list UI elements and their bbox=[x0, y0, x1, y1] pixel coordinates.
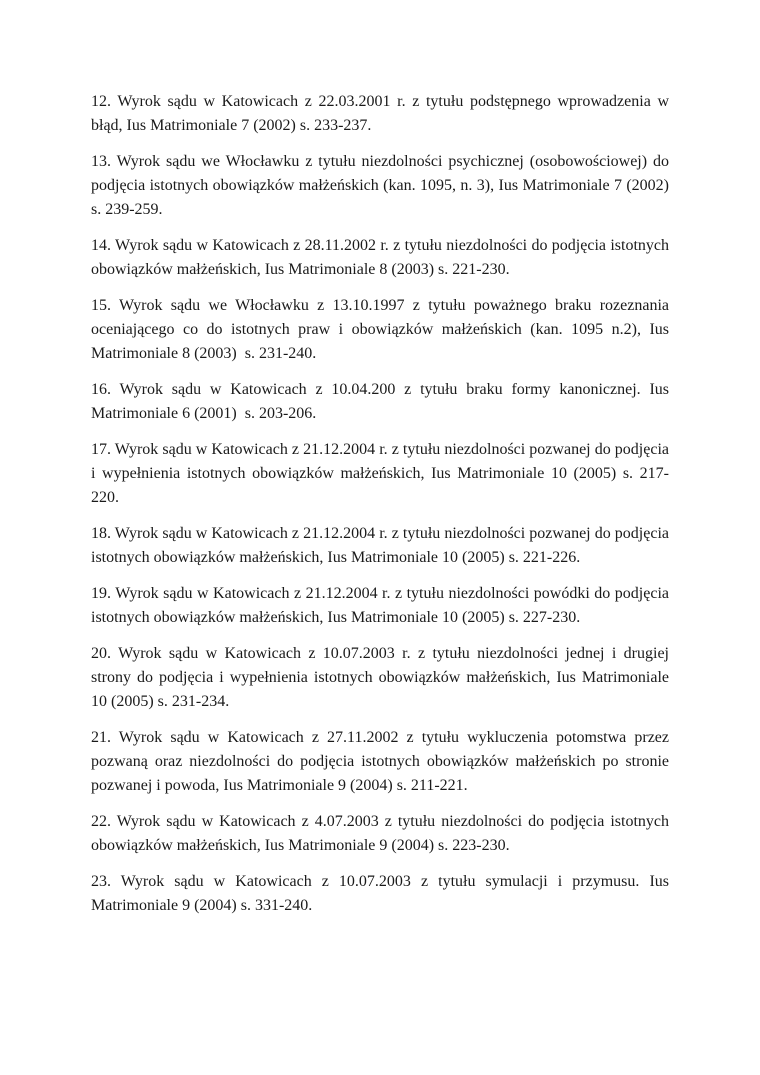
entry-12: 12. Wyrok sądu w Katowicach z 22.03.2001 r. z tytułu podstępnego wprowadzenia w błąd, Ius Matrimoniale 7 (2002) s. 233-237. bbox=[91, 93, 673, 134]
document-page bbox=[91, 90, 673, 930]
entry-13: 13. Wyrok sądu we Włocławku z tytułu niezdolności psychicznej (osobowościowej) do podjęcia istotnych obowiązków małżeńskich (kan. 1095, n. 3), Ius Matrimoniale 7 (2002) s. 239-259. bbox=[91, 153, 673, 218]
entry-19: 19. Wyrok sądu w Katowicach z 21.12.2004 r. z tytułu niezdolności powódki do podjęcia istotnych obowiązków małżeńskich, Ius Matrimoniale 10 (2005) s. 227-230. bbox=[91, 585, 673, 626]
entry-22: 22. Wyrok sądu w Katowicach z 4.07.2003 z tytułu niezdolności do podjęcia istotnych obowiązków małżeńskich, Ius Matrimoniale 9 (2004) s. 223-230. bbox=[91, 813, 673, 854]
entry-23: 23. Wyrok sądu w Katowicach z 10.07.2003 z tytułu symulacji i przymusu. Ius Matrimoniale 9 (2004) s. 331-240. bbox=[91, 873, 673, 914]
entry-15: 15. Wyrok sądu we Włocławku z 13.10.1997 z tytułu poważnego braku rozeznania oceniającego co do istotnych praw i obowiązków małżeńskich (kan. 1095 n.2), Ius Matrimoniale 8 (2003) s. 231-240. bbox=[91, 297, 673, 362]
entry-16: 16. Wyrok sądu w Katowicach z 10.04.200 z tytułu braku formy kanonicznej. Ius Matrimoniale 6 (2001) s. 203-206. bbox=[91, 381, 673, 422]
entry-17: 17. Wyrok sądu w Katowicach z 21.12.2004 r. z tytułu niezdolności pozwanej do podjęcia i wypełnienia istotnych obowiązków małżeńskich, Ius Matrimoniale 10 (2005) s. 217-220. bbox=[91, 441, 673, 506]
entry-20: 20. Wyrok sądu w Katowicach z 10.07.2003 r. z tytułu niezdolności jednej i drugiej strony do podjęcia i wypełnienia istotnych obowiązków małżeńskich, Ius Matrimoniale 10 (2005) s. 231-234. bbox=[91, 645, 673, 710]
entry-18: 18. Wyrok sądu w Katowicach z 21.12.2004 r. z tytułu niezdolności pozwanej do podjęcia istotnych obowiązków małżeńskich, Ius Matrimoniale 10 (2005) s. 221-226. bbox=[91, 525, 673, 566]
entry-21: 21. Wyrok sądu w Katowicach z 27.11.2002 z tytułu wykluczenia potomstwa przez pozwaną oraz niezdolności do podjęcia istotnych obowiązków małżeńskich po stronie pozwanej i powoda, Ius Matrimoniale 9 (2004) s. 211-221. bbox=[91, 729, 673, 794]
entry-14: 14. Wyrok sądu w Katowicach z 28.11.2002 r. z tytułu niezdolności do podjęcia istotnych obowiązków małżeńskich, Ius Matrimoniale 8 (2003) s. 221-230. bbox=[91, 237, 673, 278]
